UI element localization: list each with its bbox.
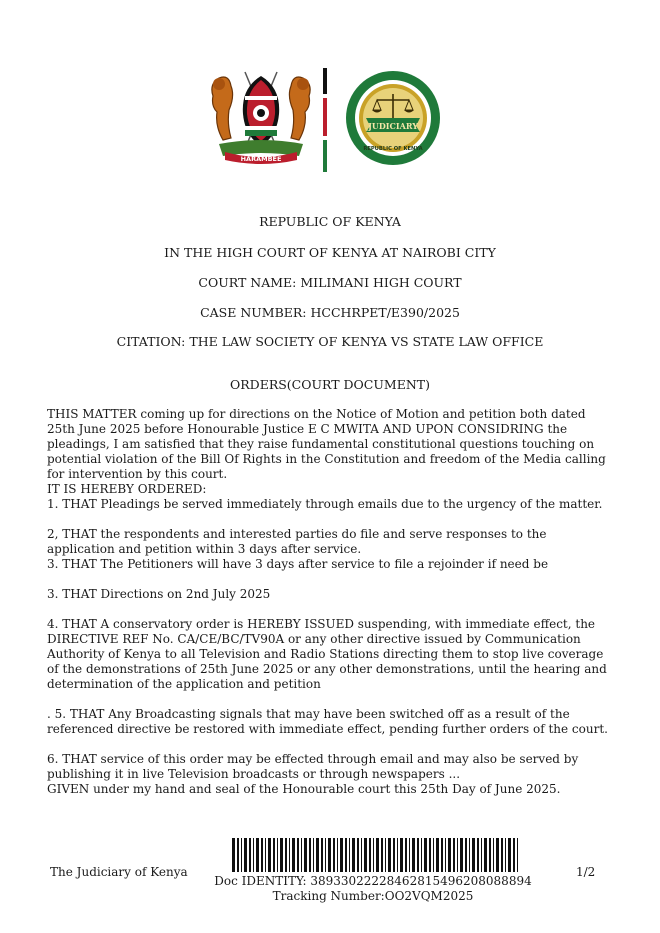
barcode-bar <box>337 838 338 872</box>
court-heading: IN THE HIGH COURT OF KENYA AT NAIROBI CITY <box>164 245 496 260</box>
republic-heading: REPUBLIC OF KENYA <box>259 214 401 229</box>
barcode-bar <box>460 838 463 872</box>
barcode-bar <box>424 838 427 872</box>
barcode-bar <box>409 838 410 872</box>
given-line: GIVEN under my hand and seal of the Honourable court this 25th Day of June 2025. <box>47 782 561 796</box>
barcode-bar <box>333 838 335 872</box>
barcode-bar <box>253 838 254 872</box>
order-1: 1. THAT Pleadings be served immediately through emails due to the urgency of the matter. <box>47 497 603 511</box>
barcode-bar <box>261 838 263 872</box>
barcode-bar <box>493 838 494 872</box>
tracking-barcode <box>232 838 520 872</box>
barcode-bar <box>328 838 331 872</box>
barcode-bar <box>289 838 290 872</box>
barcode-bar <box>265 838 266 872</box>
barcode-bar <box>517 838 518 872</box>
barcode-bar <box>385 838 386 872</box>
barcode-bar <box>505 838 506 872</box>
kenya-coat-of-arms <box>205 66 317 166</box>
barcode-bar <box>285 838 287 872</box>
intro-paragraph: THIS MATTER coming up for directions on the Notice of Motion and petition both dated 25th June 2025 before Honourable Justice E C MWITA AND UPON CONSIDRING the pleadings, I am satisfied that they raise fundamental constitutional questions touching on potential violation of the Bill Of Rights in the Constitution and freedom of the Media calling for intervention by this court. <box>47 407 606 481</box>
barcode-bar <box>249 838 251 872</box>
barcode-bar <box>369 838 371 872</box>
barcode-bar <box>277 838 278 872</box>
barcode-bar <box>393 838 395 872</box>
barcode-bar <box>321 838 323 872</box>
barcode-bar <box>405 838 407 872</box>
barcode-bar <box>297 838 299 872</box>
barcode-bar <box>469 838 470 872</box>
order-4: 4. THAT A conservatory order is HEREBY ISSUED suspending, with immediate effect, the DIRECTIVE REF No. CA/CE/BC/TV90A or any other directive issued by Communication Authority of Kenya to all Television and Radio Stations directing them to stop live coverage of the demonstrations of 25th June 2025 or any other demonstrations, until the hearing and determination of the application and petition <box>47 617 607 691</box>
barcode-bar <box>309 838 311 872</box>
barcode-bar <box>361 838 362 872</box>
barcode-bar <box>441 838 443 872</box>
ordered-line: IT IS HEREBY ORDERED: <box>47 482 207 496</box>
barcode-bar <box>364 838 367 872</box>
coat-motto: HARAMBEE <box>240 155 282 163</box>
barcode-bar <box>397 838 398 872</box>
barcode-bar <box>232 838 235 872</box>
barcode-bar <box>412 838 415 872</box>
barcode-bar <box>465 838 467 872</box>
barcode-bar <box>513 838 515 872</box>
barcode-bar <box>268 838 271 872</box>
barcode-bar <box>417 838 419 872</box>
barcode-bar <box>304 838 307 872</box>
barcode-bar <box>237 838 239 872</box>
order-2: 2, THAT the respondents and interested parties do file and serve responses to the application and petition within 3 days after service. <box>47 527 547 556</box>
barcode-bar <box>352 838 355 872</box>
barcode-bar <box>436 838 439 872</box>
barcode-bar <box>273 838 275 872</box>
order-3a: 3. THAT The Petitioners will have 3 days after service to file a rejoinder if need be <box>47 557 549 571</box>
barcode-bar <box>256 838 259 872</box>
barcode-bar <box>292 838 295 872</box>
barcode-bar <box>244 838 247 872</box>
barcode-bar <box>241 838 242 872</box>
barcode-bar <box>313 838 314 872</box>
orders-body <box>47 407 617 797</box>
order-6: 6. THAT service of this order may be effected through email and may also be served by publishing it in live Television broadcasts or through newspapers ... <box>47 752 579 781</box>
judiciary-seal <box>344 68 442 168</box>
header-emblems <box>0 64 660 174</box>
barcode-bar <box>445 838 446 872</box>
barcode-bar <box>481 838 482 872</box>
barcode-bar <box>421 838 422 872</box>
barcode-bar <box>316 838 319 872</box>
seal-title: JUDICIARY <box>368 121 418 131</box>
barcode-bar <box>345 838 347 872</box>
court-name: COURT NAME: MILIMANI HIGH COURT <box>198 275 462 290</box>
order-5: . 5. THAT Any Broadcasting signals that may have been switched off as a result of the referenced directive be restored with immediate effect, pending further orders of the court. <box>47 707 608 736</box>
barcode-bar <box>496 838 499 872</box>
barcode-bar <box>453 838 455 872</box>
barcode-bar <box>472 838 475 872</box>
barcode-bar <box>301 838 302 872</box>
flag-divider <box>320 68 330 172</box>
barcode-bar <box>489 838 491 872</box>
barcode-bar <box>429 838 431 872</box>
barcode-bar <box>376 838 379 872</box>
issuer-label: The Judiciary of Kenya <box>50 865 188 879</box>
barcode-bar <box>349 838 350 872</box>
barcode-bar <box>501 838 503 872</box>
barcode-bar <box>325 838 326 872</box>
barcode-bar <box>400 838 403 872</box>
doc-identity: Doc IDENTITY: 38933022228462815496208088894 Tracking Number:OO2VQM2025 <box>214 874 532 903</box>
barcode-bar <box>357 838 359 872</box>
barcode-bar <box>388 838 391 872</box>
seal-subtitle: REPUBLIC OF KENYA <box>363 146 423 152</box>
barcode-bar <box>477 838 479 872</box>
barcode-bar <box>340 838 343 872</box>
barcode-bar <box>457 838 458 872</box>
document-title: ORDERS(COURT DOCUMENT) <box>230 377 430 392</box>
case-number: CASE NUMBER: HCCHRPET/E390/2025 <box>200 305 460 320</box>
barcode-bar <box>433 838 434 872</box>
citation: CITATION: THE LAW SOCIETY OF KENYA VS STATE LAW OFFICE <box>116 334 544 349</box>
barcode-bar <box>484 838 487 872</box>
page-number: 1/2 <box>576 865 596 879</box>
barcode-bar <box>280 838 283 872</box>
barcode-bar <box>381 838 383 872</box>
order-3b: 3. THAT Directions on 2nd July 2025 <box>47 587 271 601</box>
barcode-bar <box>373 838 374 872</box>
barcode-bar <box>508 838 511 872</box>
barcode-bar <box>448 838 451 872</box>
